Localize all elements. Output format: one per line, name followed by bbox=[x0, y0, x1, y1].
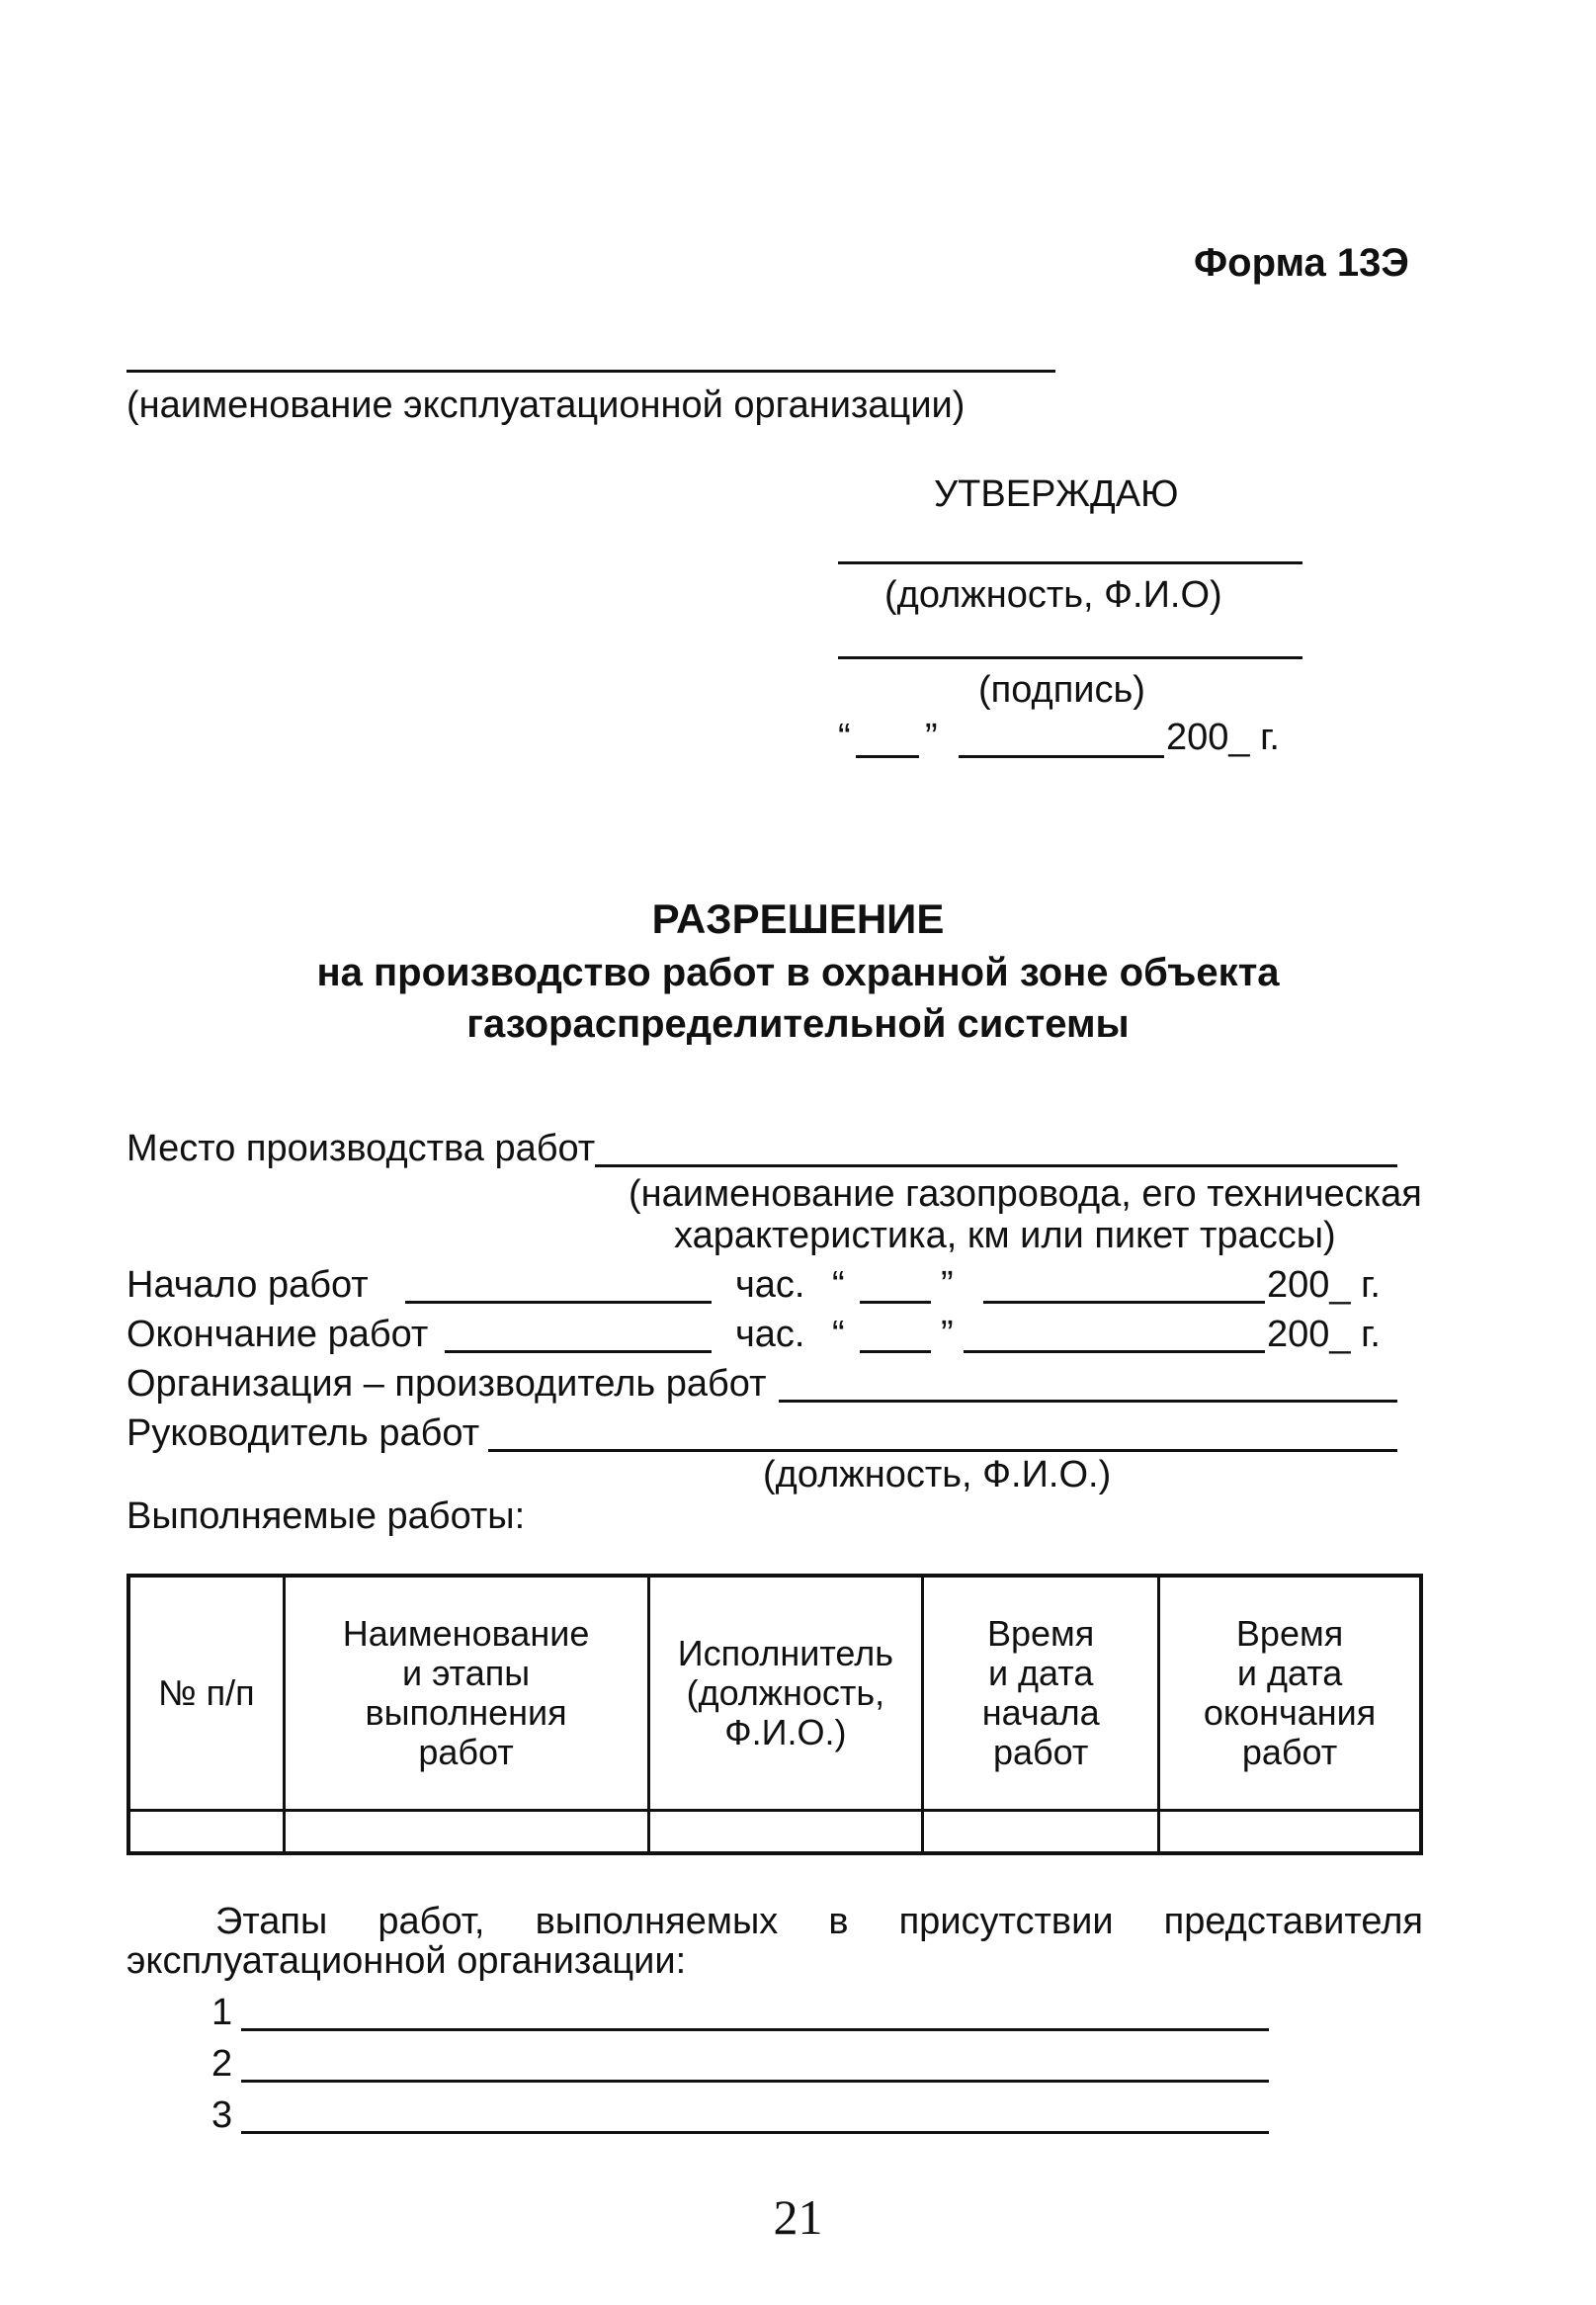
col-header-start-time: Время и дата начала работ bbox=[923, 1576, 1159, 1811]
document-subtitle-line2: газораспределительной системы bbox=[466, 1002, 1130, 1046]
contractor-org-line[interactable] bbox=[779, 1400, 1397, 1403]
work-manager-caption: (должность, Ф.И.О.) bbox=[763, 1454, 1112, 1495]
stage-line-3[interactable] bbox=[241, 2131, 1269, 2134]
table-cell-number[interactable] bbox=[128, 1811, 284, 1854]
table-row bbox=[128, 1811, 1421, 1854]
end-date-line[interactable] bbox=[445, 1350, 712, 1353]
start-month-line[interactable] bbox=[983, 1301, 1265, 1304]
col-header-executor: Исполнитель (должность, Ф.И.О.) bbox=[648, 1576, 923, 1811]
table-cell-executor[interactable] bbox=[648, 1811, 923, 1854]
start-day-line[interactable] bbox=[860, 1301, 931, 1304]
document-title: РАЗРЕШЕНИЕ bbox=[651, 896, 945, 942]
work-place-line[interactable] bbox=[595, 1164, 1397, 1167]
start-year: 200_ г. bbox=[1267, 1264, 1381, 1306]
work-manager-line[interactable] bbox=[488, 1449, 1397, 1452]
page-number: 21 bbox=[773, 2189, 823, 2245]
approver-signature-line[interactable] bbox=[838, 656, 1302, 659]
approver-position-line[interactable] bbox=[838, 561, 1302, 564]
col-header-end-time: Время и дата окончания работ bbox=[1159, 1576, 1421, 1811]
stages-intro-word: Этапы bbox=[215, 1901, 328, 1942]
contractor-org-label: Организация – производитель работ bbox=[126, 1363, 767, 1405]
approver-position-caption: (должность, Ф.И.О) bbox=[884, 574, 1222, 616]
end-quote-open: “ bbox=[832, 1314, 845, 1355]
approval-month-line[interactable] bbox=[959, 755, 1164, 758]
approval-day-quote-close: ” bbox=[925, 717, 938, 758]
approval-year: 200_ г. bbox=[1166, 717, 1280, 758]
work-place-label: Место производства работ bbox=[126, 1128, 596, 1169]
table-cell-end-time[interactable] bbox=[1159, 1811, 1421, 1854]
approval-day-line[interactable] bbox=[856, 755, 919, 758]
stage-number: 1 bbox=[211, 1992, 233, 2033]
approver-signature-caption: (подпись) bbox=[978, 669, 1145, 711]
stages-intro-word: работ, bbox=[378, 1901, 485, 1942]
end-year: 200_ г. bbox=[1267, 1314, 1381, 1355]
stages-intro-word: выполняемых bbox=[535, 1901, 779, 1942]
col-header-work-name: Наименование и этапы выполнения работ bbox=[284, 1576, 648, 1811]
stage-line-2[interactable] bbox=[241, 2080, 1269, 2083]
work-place-caption-1: (наименование газопровода, его техническая bbox=[629, 1173, 1422, 1215]
table-cell-work-name[interactable] bbox=[284, 1811, 648, 1854]
works-table bbox=[126, 1574, 1423, 1855]
approve-heading: УТВЕРЖДАЮ bbox=[934, 473, 1179, 515]
table-cell-start-time[interactable] bbox=[923, 1811, 1159, 1854]
start-hour-label: час. bbox=[735, 1264, 805, 1306]
work-manager-label: Руководитель работ bbox=[126, 1412, 480, 1454]
end-month-line[interactable] bbox=[964, 1350, 1265, 1353]
stage-line-1[interactable] bbox=[241, 2028, 1269, 2031]
table-header-row bbox=[128, 1576, 1421, 1811]
stages-intro-line1 bbox=[215, 1900, 1423, 1943]
stages-intro-word: в bbox=[828, 1901, 849, 1942]
stages-intro-word: представителя bbox=[1163, 1901, 1423, 1942]
end-hour-label: час. bbox=[735, 1314, 805, 1355]
stage-number: 3 bbox=[211, 2094, 233, 2136]
start-quote-close: ” bbox=[941, 1264, 954, 1306]
end-quote-close: ” bbox=[941, 1314, 954, 1355]
approval-day-quote-open: “ bbox=[838, 717, 851, 758]
document-subtitle-line1: на производство работ в охранной зоне объекта bbox=[316, 951, 1280, 994]
org-name-caption: (наименование эксплуатационной организации) bbox=[126, 384, 966, 426]
stages-intro-line2: эксплуатационной организации: bbox=[126, 1940, 687, 1982]
works-performed-label: Выполняемые работы: bbox=[126, 1495, 526, 1537]
stage-number: 2 bbox=[211, 2043, 233, 2085]
start-label: Начало работ bbox=[126, 1264, 369, 1306]
end-day-line[interactable] bbox=[860, 1350, 931, 1353]
col-header-number: № п/п bbox=[128, 1576, 284, 1811]
start-date-line[interactable] bbox=[405, 1301, 712, 1304]
start-quote-open: “ bbox=[832, 1264, 845, 1306]
org-name-line[interactable] bbox=[126, 370, 1055, 373]
work-place-caption-2: характеристика, км или пикет трассы) bbox=[674, 1215, 1336, 1256]
stages-intro-word: присутствии bbox=[898, 1901, 1114, 1942]
form-number: Форма 13Э bbox=[1194, 241, 1409, 285]
end-label: Окончание работ bbox=[126, 1314, 429, 1355]
